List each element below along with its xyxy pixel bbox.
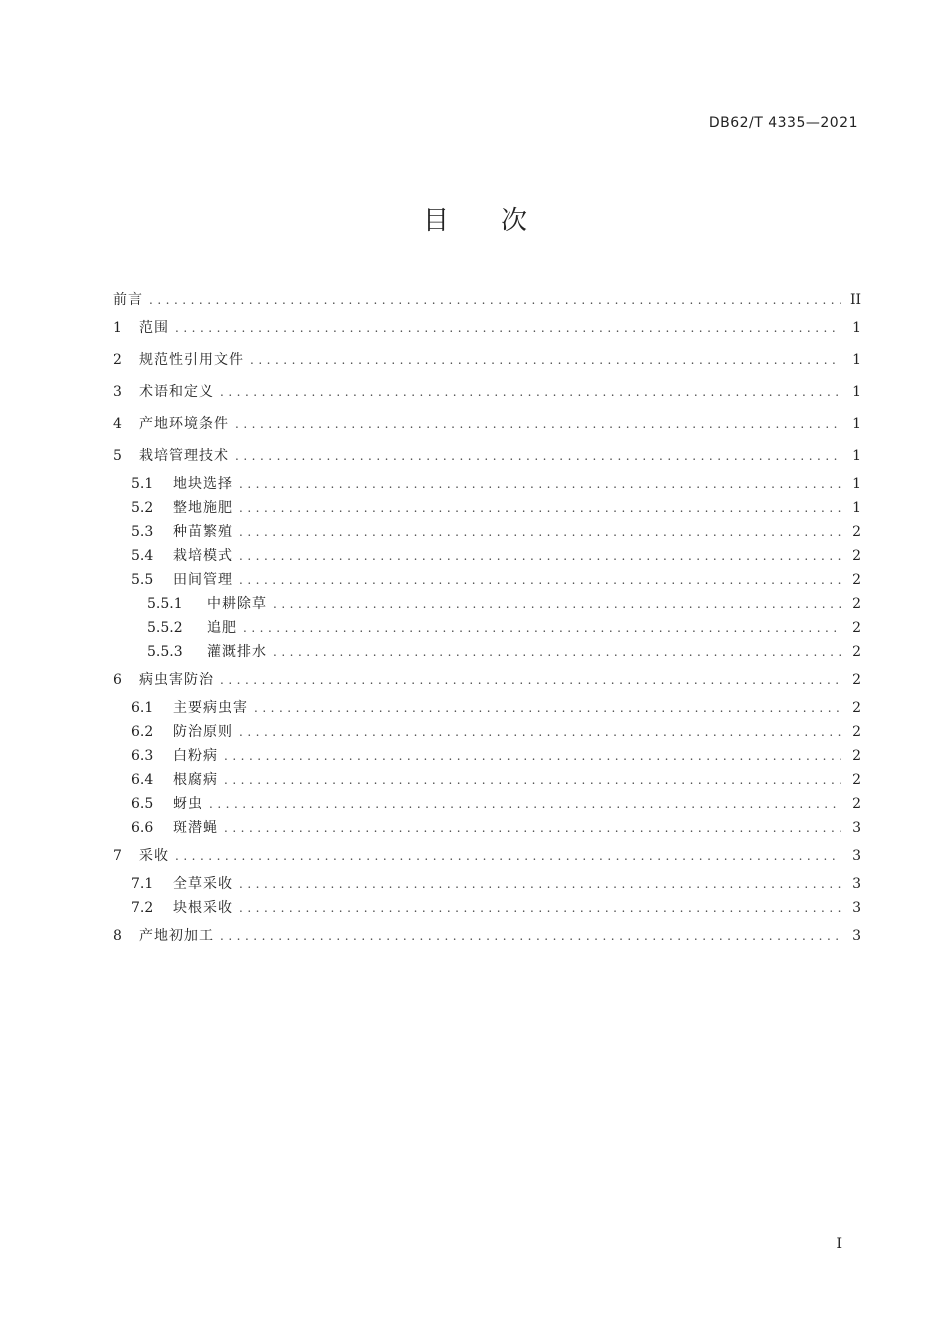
toc-entry-title: 栽培管理技术 (139, 448, 229, 464)
toc-entry-title: 产地环境条件 (139, 416, 229, 432)
toc-entry-page: 2 (852, 620, 861, 636)
toc-entry-number: 5.5 (131, 572, 154, 588)
toc-entry[interactable] (113, 592, 861, 616)
toc-entry[interactable] (113, 376, 861, 408)
toc-leader-dots (175, 840, 841, 872)
toc-entry-number: 7.2 (131, 900, 154, 916)
toc-entry[interactable] (113, 816, 861, 840)
toc-entry-title: 根腐病 (173, 772, 218, 788)
toc-leader-dots (224, 744, 841, 768)
toc-entry-page: 2 (852, 796, 861, 812)
toc-entry-number: 6.6 (131, 820, 154, 836)
toc-entry-number: 6.3 (131, 748, 154, 764)
toc-entry-page: 2 (852, 724, 861, 740)
toc-entry-page: 2 (852, 700, 861, 716)
toc-entry-title: 范围 (139, 320, 169, 336)
toc-entry-number: 2 (113, 352, 122, 368)
toc-entry[interactable] (113, 520, 861, 544)
toc-entry[interactable] (113, 696, 861, 720)
toc-leader-dots (175, 312, 841, 344)
toc-entry-title: 整地施肥 (173, 500, 233, 516)
toc-entry-page: 1 (852, 352, 861, 368)
toc-leader-dots (273, 592, 841, 616)
toc-entry-number: 6.1 (131, 700, 154, 716)
toc-entry[interactable] (113, 768, 861, 792)
toc-leader-dots (220, 376, 841, 408)
toc-entry[interactable] (113, 312, 861, 344)
toc-entry-page: 3 (852, 928, 861, 944)
toc-entry[interactable] (113, 840, 861, 872)
toc-entry-page: 1 (852, 416, 861, 432)
toc-entry-title: 地块选择 (173, 476, 233, 492)
toc-leader-dots (220, 920, 841, 952)
toc-entry-title: 栽培模式 (173, 548, 233, 564)
toc-leader-dots (239, 472, 841, 496)
toc-entry-page: 2 (852, 748, 861, 764)
toc-entry-title: 白粉病 (173, 748, 218, 764)
page-number: I (836, 1236, 842, 1252)
toc-entry-page: II (849, 292, 861, 308)
toc-entry-number: 6.5 (131, 796, 154, 812)
toc-entry-title: 田间管理 (173, 572, 233, 588)
toc-entry-number: 7 (113, 848, 122, 864)
toc-entry[interactable] (113, 640, 861, 664)
toc-entry[interactable] (113, 344, 861, 376)
toc-leader-dots (235, 440, 841, 472)
toc-entry-number: 6 (113, 672, 122, 688)
toc-leader-dots (239, 520, 841, 544)
toc-entry-number: 5.4 (131, 548, 154, 564)
toc-entry-page: 3 (852, 900, 861, 916)
toc-entry-title: 采收 (139, 848, 169, 864)
toc-entry-number: 4 (113, 416, 122, 432)
toc-entry-number: 6.2 (131, 724, 154, 740)
toc-leader-dots (250, 344, 841, 376)
toc-entry-number: 8 (113, 928, 122, 944)
toc-leader-dots (239, 872, 841, 896)
toc-entry-number: 3 (113, 384, 122, 400)
toc-entry[interactable] (113, 792, 861, 816)
toc-leader-dots (239, 568, 841, 592)
toc-entry-page: 1 (852, 384, 861, 400)
toc-entry[interactable] (113, 496, 861, 520)
toc-entry[interactable] (113, 720, 861, 744)
toc-entry-title: 规范性引用文件 (139, 352, 244, 368)
toc-entry-number: 5.3 (131, 524, 154, 540)
toc-entry-title: 斑潜蝇 (173, 820, 218, 836)
toc-entry-number: 1 (113, 320, 122, 336)
toc-leader-dots (243, 616, 841, 640)
toc-entry-number: 5.5.1 (147, 596, 183, 612)
toc-entry[interactable] (113, 744, 861, 768)
toc-leader-dots (209, 792, 841, 816)
toc-entry-title: 中耕除草 (207, 596, 267, 612)
toc-entry-title: 产地初加工 (139, 928, 214, 944)
toc-entry[interactable] (113, 920, 861, 952)
toc-entry-title: 追肥 (207, 620, 237, 636)
toc-entry-title: 术语和定义 (139, 384, 214, 400)
toc-entry-page: 3 (852, 848, 861, 864)
toc-leader-dots (273, 640, 841, 664)
toc-leader-dots (239, 720, 841, 744)
toc-entry-title: 种苗繁殖 (173, 524, 233, 540)
toc-entry-page: 1 (852, 476, 861, 492)
toc-entry-title: 块根采收 (173, 900, 233, 916)
toc-entry[interactable] (113, 544, 861, 568)
toc-leader-dots (149, 288, 841, 312)
toc-entry[interactable] (113, 440, 861, 472)
toc-entry-page: 2 (852, 596, 861, 612)
toc-entry-page: 2 (852, 572, 861, 588)
toc-entry-number: 5.2 (131, 500, 154, 516)
toc-entry-title: 蚜虫 (173, 796, 203, 812)
toc-leader-dots (239, 496, 841, 520)
toc-entry-number: 5.5.2 (147, 620, 183, 636)
toc-entry-page: 1 (852, 320, 861, 336)
toc-entry-page: 3 (852, 876, 861, 892)
toc-entry-title: 全草采收 (173, 876, 233, 892)
toc-entry[interactable] (113, 616, 861, 640)
toc-entry-number: 7.1 (131, 876, 154, 892)
toc-entry-page: 1 (852, 500, 861, 516)
toc-entry-page: 1 (852, 448, 861, 464)
toc-entry-number: 5.5.3 (147, 644, 183, 660)
toc-leader-dots (220, 664, 841, 696)
toc-entry-number: 6.4 (131, 772, 154, 788)
toc-entry-title: 主要病虫害 (173, 700, 248, 716)
toc-entry[interactable] (113, 896, 861, 920)
toc-leader-dots (224, 816, 841, 840)
toc-entry-page: 2 (852, 672, 861, 688)
toc-entry-page: 2 (852, 524, 861, 540)
toc-leader-dots (224, 768, 841, 792)
toc-entry[interactable] (113, 472, 861, 496)
table-of-contents (113, 288, 861, 952)
toc-entry-title: 灌溉排水 (207, 644, 267, 660)
toc-entry[interactable] (113, 288, 861, 312)
toc-entry[interactable] (113, 872, 861, 896)
toc-leader-dots (254, 696, 841, 720)
toc-entry-number: 5 (113, 448, 122, 464)
toc-entry-title: 病虫害防治 (139, 672, 214, 688)
toc-entry[interactable] (113, 664, 861, 696)
toc-entry-page: 3 (852, 820, 861, 836)
page-title: 目次 (422, 206, 579, 236)
toc-entry-page: 2 (852, 644, 861, 660)
toc-entry-number: 5.1 (131, 476, 154, 492)
document-code: DB62/T 4335—2021 (708, 115, 858, 131)
toc-entry[interactable] (113, 408, 861, 440)
toc-entry-page: 2 (852, 772, 861, 788)
toc-leader-dots (235, 408, 841, 440)
toc-leader-dots (239, 544, 841, 568)
toc-leader-dots (239, 896, 841, 920)
toc-entry-title: 防治原则 (173, 724, 233, 740)
toc-entry-page: 2 (852, 548, 861, 564)
toc-entry-title: 前言 (113, 292, 143, 308)
toc-entry[interactable] (113, 568, 861, 592)
